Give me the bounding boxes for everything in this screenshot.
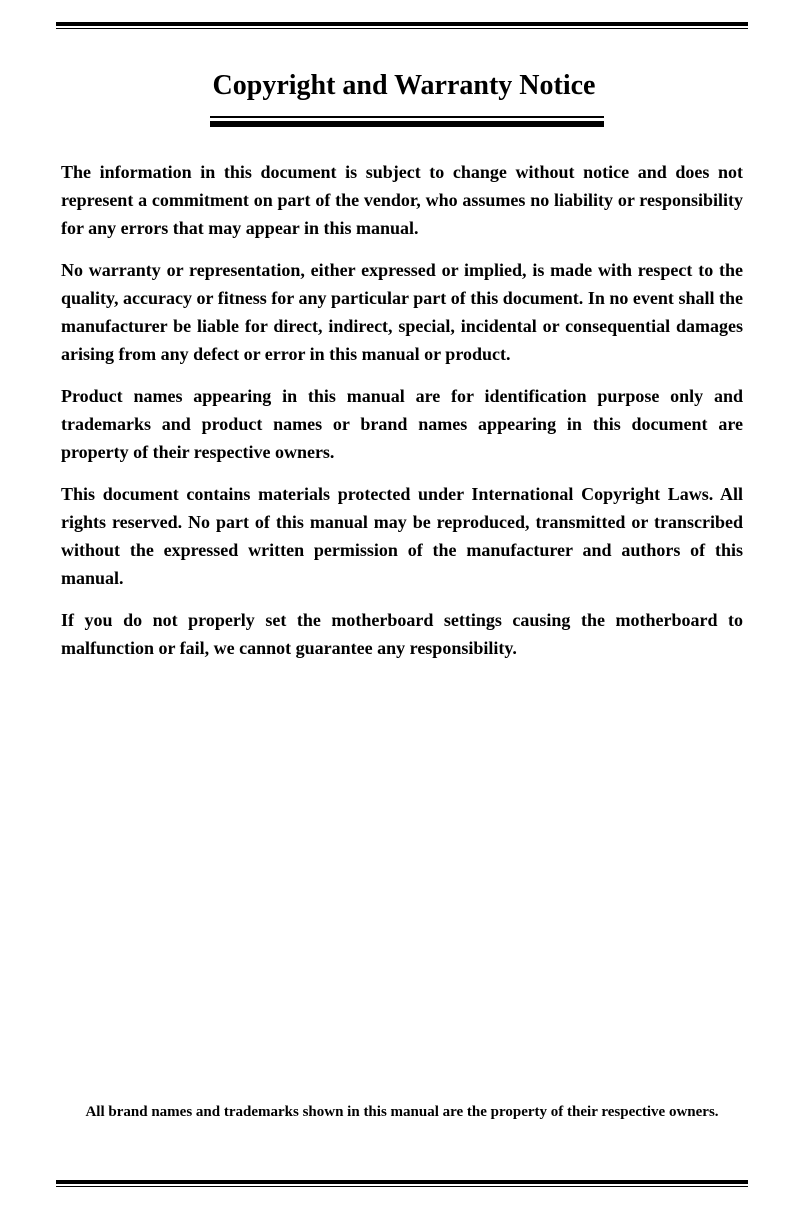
paragraph-trademarks: Product names appearing in this manual are for identification purpose only and trademarks and product names or brand names appearing in this document are property of their respective owners. bbox=[61, 386, 743, 462]
footer-trademark-note: All brand names and trademarks shown in this manual are the property of their respective owners. bbox=[85, 1104, 719, 1120]
bottom-double-rule bbox=[56, 1180, 748, 1187]
top-double-rule bbox=[56, 22, 748, 29]
paragraph-responsibility: If you do not properly set the motherboard settings causing the motherboard to malfunction or fail, we cannot guarantee any responsibility. bbox=[61, 610, 743, 658]
notice-body bbox=[61, 158, 743, 676]
title-underline-rule bbox=[210, 116, 604, 127]
page-title: Copyright and Warranty Notice bbox=[212, 70, 596, 101]
paragraph-change-notice: The information in this document is subject to change without notice and does not represent a commitment on part of the vendor, who assumes no liability or responsibility for any errors that may appear in this manual. bbox=[61, 162, 743, 238]
paragraph-warranty-disclaimer: No warranty or representation, either expressed or implied, is made with respect to the quality, accuracy or fitness for any particular part of this document. In no event shall the manufacturer be liable for direct, indirect, special, incidental or consequential damages arising from any defect or error in this manual or product. bbox=[61, 260, 743, 364]
paragraph-copyright: This document contains materials protected under International Copyright Laws. All rights reserved. No part of this manual may be reproduced, transmitted or transcribed without the expressed written permission of the manufacturer and authors of this manual. bbox=[61, 484, 743, 588]
